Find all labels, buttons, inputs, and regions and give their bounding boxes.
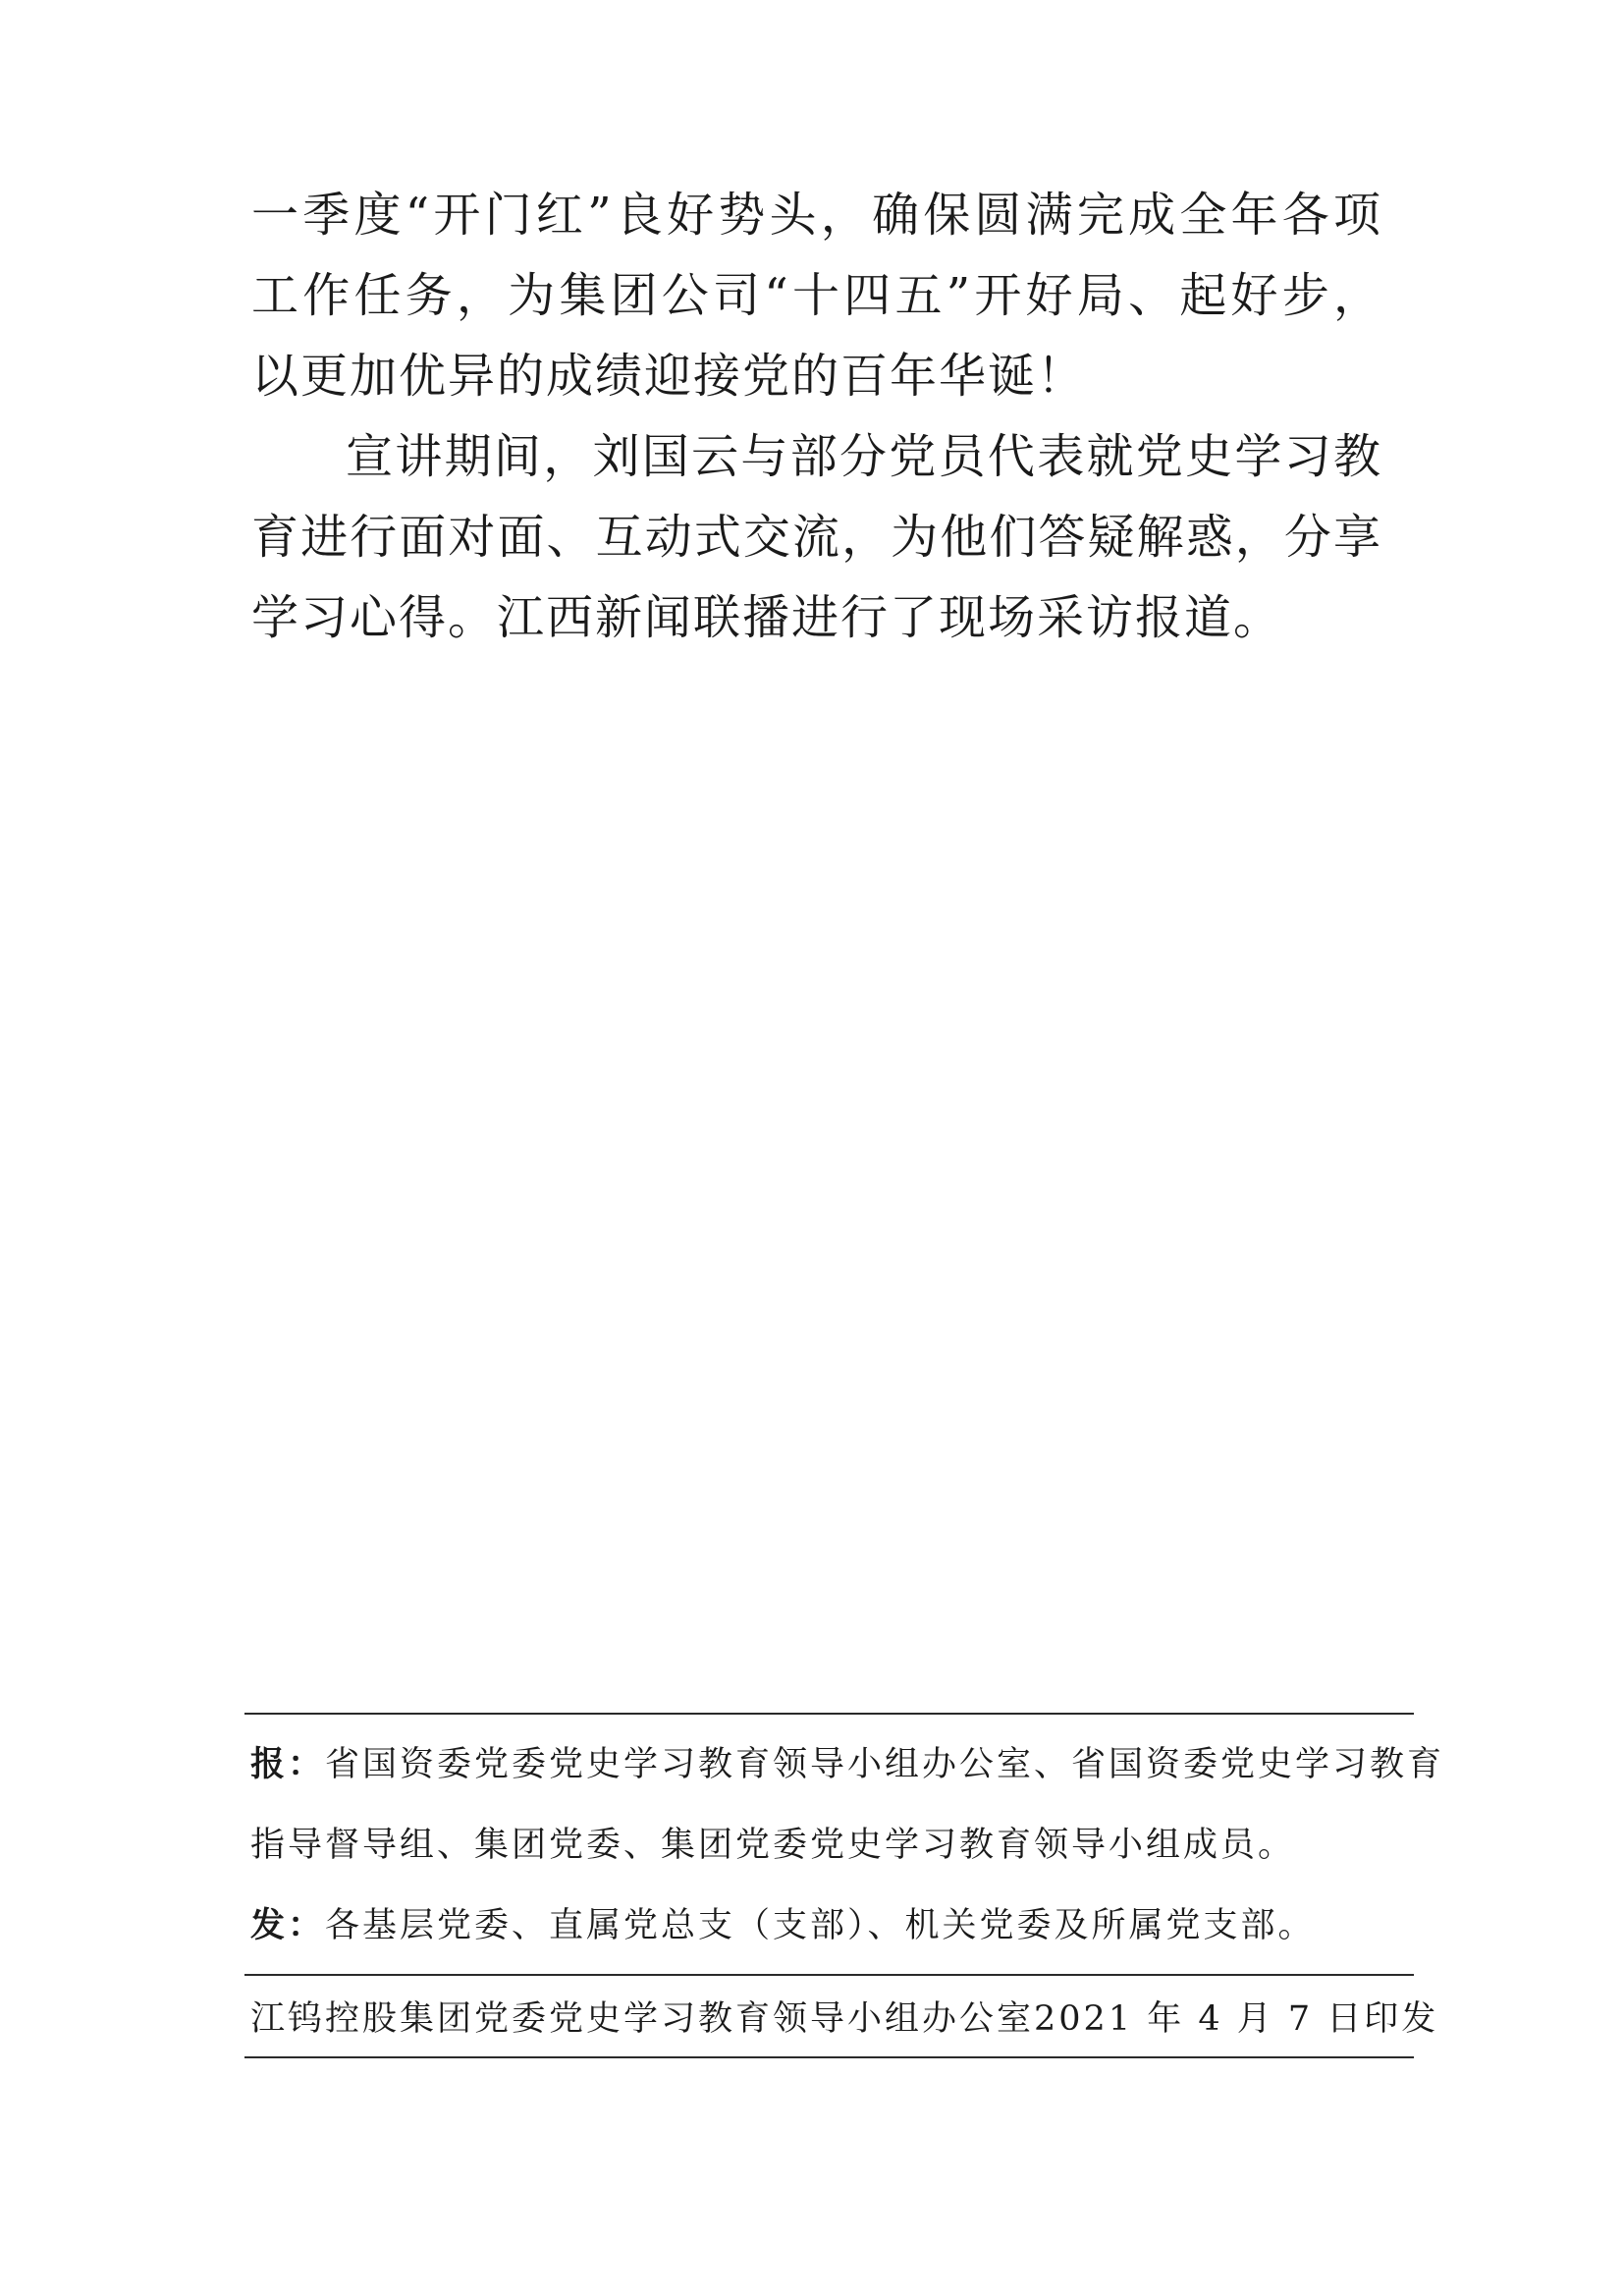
bottom-divider <box>244 2056 1414 2058</box>
send-to-label: 发： <box>250 1905 326 1945</box>
report-to-label: 报： <box>250 1744 326 1784</box>
body-paragraph-2: 宣讲期间，刘国云与部分党员代表就党史学习教育进行面对面、互动式交流，为他们答疑解惑，分享学习心得。江西新闻联播进行了现场采访报道。 <box>251 429 1382 645</box>
body-text <box>251 175 1382 658</box>
distribution-block <box>244 1713 1445 2058</box>
report-to-row <box>244 1744 1445 1784</box>
send-to-row <box>244 1907 1414 1944</box>
issue-date: 2021 年 4 月 7 日印发 <box>1034 1999 1439 2039</box>
top-divider <box>244 1713 1414 1715</box>
report-to-row-continued <box>244 1827 1414 1864</box>
report-to-text-line2: 指导督导组、集团党委、集团党委党史学习教育领导小组成员。 <box>250 1826 1296 1865</box>
report-to-text-line1: 省国资委党委党史学习教育领导小组办公室、省国资委党史学习教育 <box>325 1745 1445 1784</box>
issuer-name: 江钨控股集团党委党史学习教育领导小组办公室 <box>250 1999 1035 2039</box>
body-paragraph-1: 一季度“开门红”良好势头，确保圆满完成全年各项工作任务，为集团公司“十四五”开好局、起好步，以更加优异的成绩迎接党的百年华诞！ <box>251 188 1382 404</box>
send-to-text: 各基层党委、直属党总支（支部）、机关党委及所属党支部。 <box>325 1906 1316 1945</box>
issuer-row <box>244 1976 1439 2056</box>
